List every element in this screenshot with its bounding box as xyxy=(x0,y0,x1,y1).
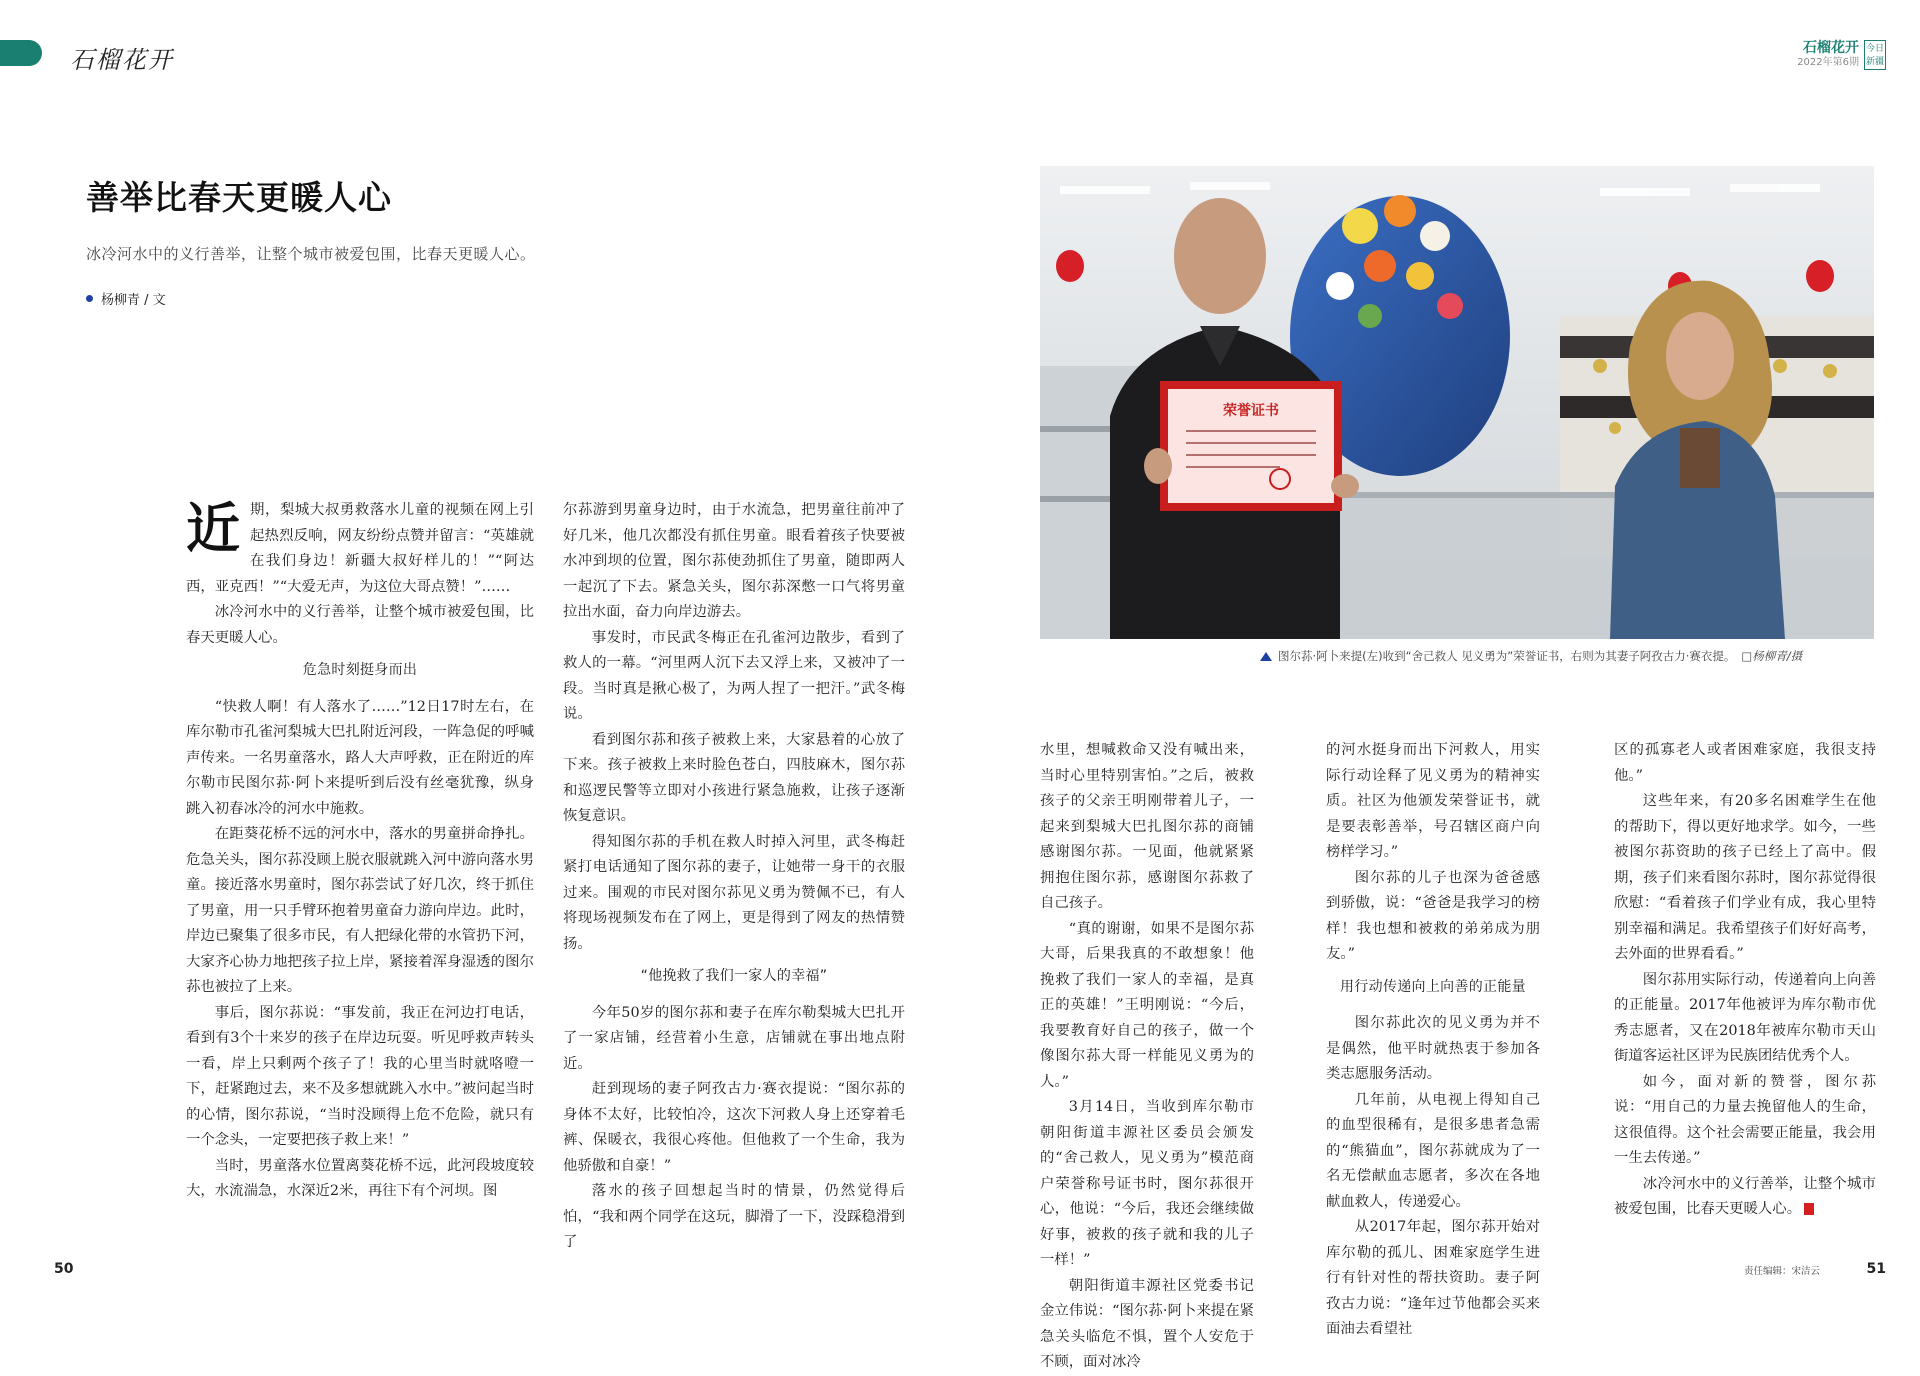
paragraph: 近期，梨城大叔勇救落水儿童的视频在网上引起热烈反响，网友纷纷点赞并留言：“英雄就在我们身边！新疆大叔好样儿的！”“阿达西，亚克西！”“大爱无声，为这位大哥点赞！”…… xyxy=(186,496,534,595)
magazine-header xyxy=(1797,40,1886,70)
paragraph: 事后，图尔荪说：“事发前，我正在河边打电话，看到有3个十来岁的孩子在岸边玩耍。听见呼救声转头一看，岸上只剩两个孩子了！我的心里当时就咯噔一下，赶紧跑过去，来不及多想就跳入水中。”被问起当时的心情，图尔荪说，“当时没顾得上危不危险，就只有一个念头，一定要把孩子救上来！” xyxy=(186,1004,534,1148)
section-tab-shape xyxy=(0,40,42,66)
text-column-1 xyxy=(186,498,534,1205)
paragraph: 这些年来，有20多名困难学生在他的帮助下，得以更好地求学。如今，一些被图尔荪资助的孩子已经上了高中。假期，孩子们来看图尔荪时，图尔荪觉得很欣慰：“看着孩子们学业有成，我心里特别幸福和满足。我希望孩子们好好高考，去外面的世界看看。” xyxy=(1614,793,1876,962)
left-page xyxy=(0,0,960,1307)
paragraph: 在距葵花桥不远的河水中，落水的男童拼命挣扎。危急关头，图尔荪没顾上脱衣服就跳入河中游向落水男童。接近落水男童时，图尔荪尝试了好几次，终于抓住了男童，用一只手臂环抱着男童奋力游向岸边。此时，岸边已聚集了很多市民，有人把绿化带的水管扔下河，大家齐心协力地把孩子拉上岸，紧接着浑身湿透的图尔荪也被拉了上来。 xyxy=(186,826,534,995)
paragraph: 赶到现场的妻子阿孜古力·赛衣提说：“图尔荪的身体不太好，比较怕冷，这次下河救人身上还穿着毛裤、保暖衣，我很心疼他。但他救了一个生命，我为他骄傲和自豪！” xyxy=(563,1081,905,1174)
subheading: 危急时刻挺身而出 xyxy=(302,662,418,678)
section-title: 石榴花开 xyxy=(70,46,174,74)
text-column-5 xyxy=(1614,738,1876,1223)
paragraph: 区的孤寡老人或者困难家庭，我很支持他。” xyxy=(1614,742,1876,784)
photo-caption xyxy=(1260,648,1880,664)
text-column-4 xyxy=(1326,738,1540,1343)
paragraph: 从2017年起，图尔荪开始对库尔勒的孤儿、困难家庭学生进行有针对性的帮扶资助。妻子阿孜古力说：“逢年过节他都会买来面油去看望社 xyxy=(1326,1219,1540,1337)
paragraph: 落水的孩子回想起当时的情景，仍然觉得后怕，“我和两个同学在这玩，脚滑了一下，没踩稳滑到了 xyxy=(563,1183,905,1250)
byline-text: 杨柳青 / 文 xyxy=(101,293,166,308)
issue-label: 2022年第6期 xyxy=(1797,57,1859,68)
paragraph: 水里，想喊救命又没有喊出来，当时心里特别害怕。”之后，被救孩子的父亲王明刚带着儿子，一起来到梨城大巴扎图尔荪的商铺感谢图尔荪。一见面，他就紧紧拥抱住图尔荪，感谢图尔荪救了自己孩子。 xyxy=(1040,742,1254,911)
triangle-icon xyxy=(1260,652,1272,661)
paragraph: 冰冷河水中的义行善举，让整个城市被爱包围，比春天更暖人心。 xyxy=(186,604,534,646)
paragraph: “快救人啊！有人落水了……”12日17时左右，在库尔勒市孔雀河梨城大巴扎附近河段，一阵急促的呼喊声传来。一名男童落水，路人大声呼救，正在附近的库尔勒市民图尔荪·阿卜来提听到后没有丝毫犹豫，纵身跳入初春冰冷的河水中施救。 xyxy=(186,698,534,817)
paragraph: 尔荪游到男童身边时，由于水流急，把男童往前冲了好几米，他几次都没有抓住男童。眼看着孩子快要被水冲到坝的位置，图尔荪使劲抓住了男童，随即两人一起沉了下去。紧急关头，图尔荪深憋一口气将男童拉出水面，奋力向岸边游去。 xyxy=(563,502,905,620)
paragraph: 图尔荪此次的见义勇为并不是偶然，他平时就热衷于参加各类志愿服务活动。 xyxy=(1326,1015,1540,1082)
editor-credit: 责任编辑：宋洁云 xyxy=(1743,1266,1820,1277)
paragraph: 看到图尔荪和孩子被救上来，大家悬着的心放了下来。孩子被救上来时脸色苍白，四肢麻木，图尔荪和巡逻民警等立即对小孩进行紧急施救，让孩子逐渐恢复意识。 xyxy=(563,731,905,824)
article-headline: 善举比春天更暖人心 xyxy=(86,178,392,217)
photo-credit: □杨柳青/摄 xyxy=(1741,649,1803,663)
text-column-2 xyxy=(563,498,905,1256)
paragraph: 如今，面对新的赞誉，图尔荪说：“用自己的力量去挽留他人的生命，这很值得。这个社会需要正能量，我会用一生去传递。” xyxy=(1614,1073,1876,1166)
paragraph: 朝阳街道丰源社区党委书记金立伟说：“图尔荪·阿卜来提在紧急关头临危不惧，置个人安危于不顾，面对冰冷 xyxy=(1040,1277,1254,1370)
paragraph: 得知图尔荪的手机在救人时掉入河里，武冬梅赶紧打电话通知了图尔荪的妻子，让她带一身干的衣服过来。围观的市民对图尔荪见义勇为赞佩不已，有人将现场视频发布在了网上，更是得到了网友的热情赞扬。 xyxy=(563,833,905,952)
right-page xyxy=(960,0,1920,1370)
subheading: “他挽救了我们一家人的幸福” xyxy=(640,968,828,984)
text-column-3 xyxy=(1040,738,1254,1376)
paragraph: 当时，男童落水位置离葵花桥不远，此河段坡度较大，水流湍急，水深近2米，再往下有个河坝。图 xyxy=(186,1157,534,1199)
certificate-title: 荣誉证书 xyxy=(1223,403,1279,419)
drop-cap: 近 xyxy=(186,496,240,560)
paragraph: 图尔荪的儿子也深为爸爸感到骄傲，说：“爸爸是我学习的榜样！我也想和被救的弟弟成为朋友。” xyxy=(1326,869,1540,962)
magazine-logo: 今日新疆 xyxy=(1864,40,1886,70)
end-mark-icon xyxy=(1804,1203,1814,1215)
article-standfirst: 冰冷河水中的义行善举，让整个城市被爱包围，比春天更暖人心。 xyxy=(86,245,536,263)
subheading: 用行动传递向上向善的正能量 xyxy=(1340,978,1526,995)
bullet-icon xyxy=(86,295,93,302)
paragraph: 今年50岁的图尔荪和妻子在库尔勒梨城大巴扎开了一家店铺，经营着小生意，店铺就在事出地点附近。 xyxy=(563,1004,905,1072)
paragraph: “真的谢谢，如果不是图尔荪大哥，后果我真的不敢想象！他挽救了我们一家人的幸福，是真正的英雄！”王明刚说：“今后，我要教育好自己的孩子，做一个像图尔荪大哥一样能见义勇为的人。” xyxy=(1040,920,1254,1090)
byline xyxy=(86,289,166,308)
page-number: 51 xyxy=(1866,1261,1886,1277)
page-number: 50 xyxy=(54,1261,74,1277)
caption-text: 图尔荪·阿卜来提(左)收到“舍己救人 见义勇为”荣誉证书，右则为其妻子阿孜古力·赛衣提。 xyxy=(1278,649,1736,663)
paragraph: 冰冷河水中的义行善举，让整个城市被爱包围，比春天更暖人心。 xyxy=(1614,1175,1876,1217)
section-title: 石榴花开 xyxy=(1803,40,1859,56)
paragraph: 事发时，市民武冬梅正在孔雀河边散步，看到了救人的一幕。“河里两人沉下去又浮上来，又被冲了一段。当时真是揪心极了，为两人捏了一把汗。”武冬梅说。 xyxy=(563,629,905,722)
article-photo xyxy=(1040,166,1874,639)
paragraph: 的河水挺身而出下河救人，用实际行动诠释了见义勇为的精神实质。社区为他颁发荣誉证书，就是要表彰善举，号召辖区商户向榜样学习。” xyxy=(1326,742,1540,860)
paragraph: 几年前，从电视上得知自己的血型很稀有，是很多患者急需的“熊猫血”，图尔荪就成为了一名无偿献血志愿者，多次在各地献血救人，传递爱心。 xyxy=(1326,1091,1540,1210)
paragraph: 3月14日，当收到库尔勒市朝阳街道丰源社区委员会颁发的“舍己救人，见义勇为”模范商户荣誉称号证书时，图尔荪很开心，他说：“今后，我还会继续做好事，被救的孩子就和我的儿子一样！” xyxy=(1040,1099,1254,1268)
paragraph: 图尔荪用实际行动，传递着向上向善的正能量。2017年他被评为库尔勒市优秀志愿者，又在2018年被库尔勒市天山街道客运社区评为民族团结优秀个人。 xyxy=(1614,971,1876,1064)
